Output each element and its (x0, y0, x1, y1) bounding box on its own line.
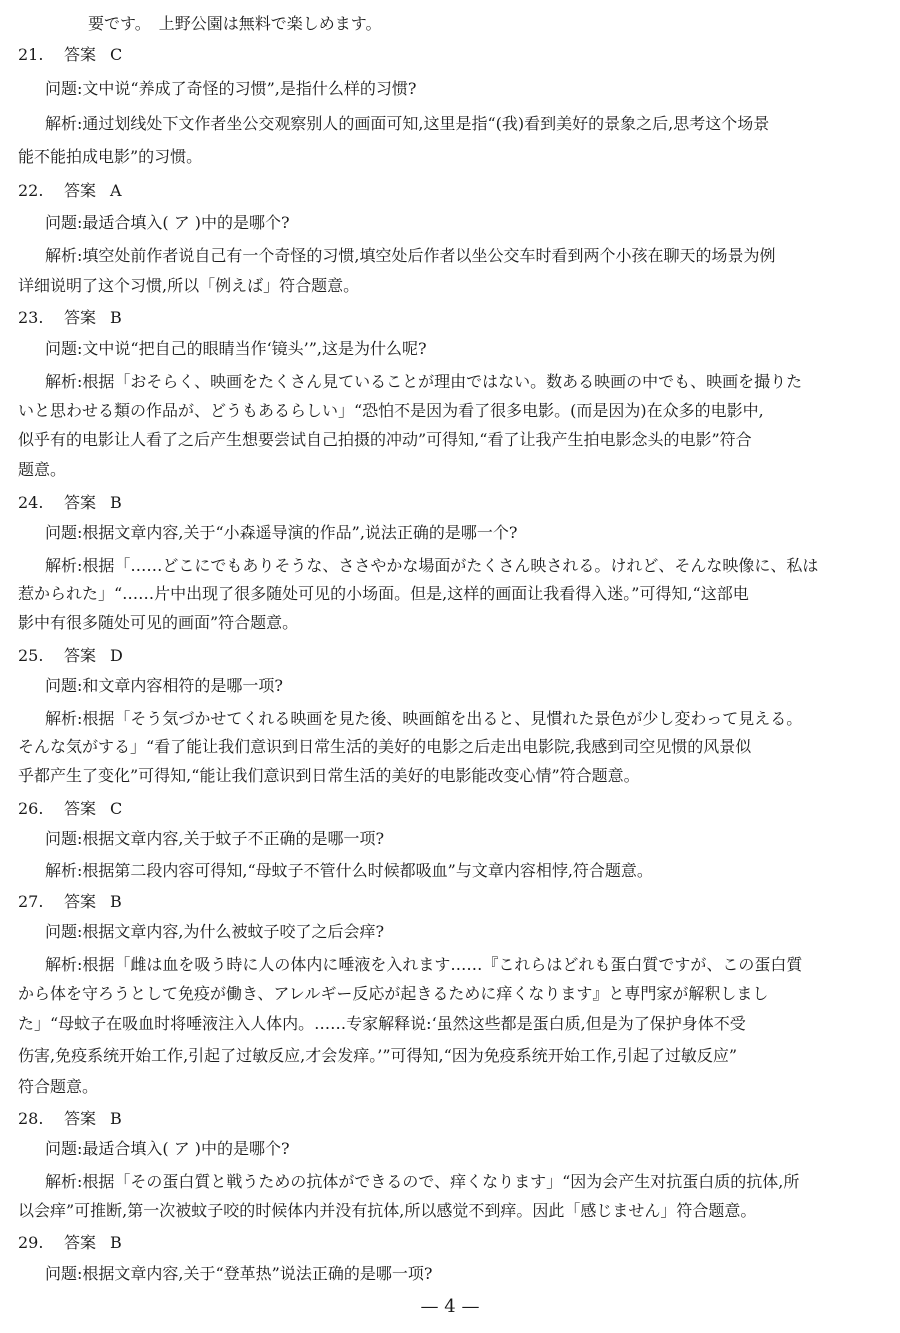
question-number: 27. (18, 892, 44, 911)
answer-letter: B (110, 1109, 122, 1128)
analysis-line: た」“母蚊子在吸血时将唾液注入人体内。……专家解释说:‘虽然这些都是蛋白质,但是为了保护身体不受 (18, 1014, 746, 1033)
question-line-22: 问题:最适合填入( ア )中的是哪个? (45, 213, 290, 232)
analysis-line: 似乎有的电影让人看了之后产生想要尝试自己拍摄的冲动”可得知,“看了让我产生拍电影念头的电影”符合 (18, 430, 752, 449)
analysis-line: 解析:根据「そう気づかせてくれる映画を見た後、映画館を出ると、見慣れた景色が少し変わって見える。 (45, 709, 803, 728)
answer-label: 答案 (64, 45, 97, 64)
page-number: — 4 — (420, 1296, 480, 1317)
analysis-line: 解析:通过划线处下文作者坐公交观察别人的画面可知,这里是指“(我)看到美好的景象之后,思考这个场景 (45, 114, 770, 133)
answer-line-26 (18, 799, 900, 819)
analysis-line: 解析:根据「雌は血を吸う時に人の体内に唾液を入れます……『これらはどれも蛋白質ですが、この蛋白質 (45, 955, 803, 974)
question-number: 23. (18, 308, 44, 327)
analysis-line: 以会痒”可推断,第一次被蚊子咬的时候体内并没有抗体,所以感觉不到痒。因此「感じません」符合题意。 (18, 1201, 757, 1220)
question-line-27: 问题:根据文章内容,为什么被蚊子咬了之后会痒? (45, 922, 385, 941)
answer-letter: B (110, 1233, 122, 1252)
answer-label: 答案 (64, 892, 97, 911)
question-number: 28. (18, 1109, 44, 1128)
analysis-line: 解析:填空处前作者说自己有一个奇怪的习惯,填空处后作者以坐公交车时看到两个小孩在聊天的场景为例 (45, 246, 776, 265)
analysis-line: 解析:根据「……どこにでもありそうな、ささやかな場面がたくさん映される。けれど、そんな映像に、私は (45, 556, 819, 575)
answer-letter: C (110, 45, 123, 64)
answer-label: 答案 (64, 1109, 97, 1128)
analysis-line: 解析:根据第二段内容可得知,“母蚊子不管什么时候都吸血”与文章内容相悖,符合题意。 (45, 861, 653, 880)
question-number: 22. (18, 181, 44, 200)
analysis-line: 乎都产生了变化”可得知,“能让我们意识到日常生活的美好的电影能改变心情”符合题意。 (18, 766, 640, 785)
answer-line-24 (18, 493, 900, 513)
analysis-line: 符合题意。 (18, 1077, 99, 1096)
answer-line-22 (18, 181, 900, 201)
answer-letter: A (110, 181, 122, 200)
analysis-line: そんな気がする」“看了能让我们意识到日常生活的美好的电影之后走出电影院,我感到司空见惯的风景似 (18, 737, 752, 756)
answer-label: 答案 (64, 646, 97, 665)
answer-label: 答案 (64, 799, 97, 818)
analysis-line: 解析:根据「おそらく、映画をたくさん見ていることが理由ではない。数ある映画の中でも、映画を撮りた (45, 372, 803, 391)
answer-letter: C (110, 799, 123, 818)
analysis-line: から体を守ろうとして免疫が働き、アレルギー反応が起きるために痒くなります』と専門家が解釈しまし (18, 984, 769, 1003)
question-line-24: 问题:根据文章内容,关于“小森遥导演的作品”,说法正确的是哪一个? (45, 523, 518, 542)
answer-label: 答案 (64, 308, 97, 327)
question-line-29: 问题:根据文章内容,关于“登革热”说法正确的是哪一项? (45, 1264, 433, 1283)
answer-letter: B (110, 493, 122, 512)
analysis-line: 惹かられた」“……片中出现了很多随处可见的小场面。但是,这样的画面让我看得入迷。”可得知,“这部电 (18, 584, 749, 603)
analysis-line: 解析:根据「その蛋白質と戦うための抗体ができるので、痒くなります」“因为会产生对抗蛋白质的抗体,所 (45, 1172, 800, 1191)
analysis-line: 详细说明了这个习惯,所以「例えば」符合题意。 (18, 276, 360, 295)
question-number: 25. (18, 646, 44, 665)
answer-line-27 (18, 892, 900, 912)
analysis-line: 影中有很多随处可见的画面”符合题意。 (18, 613, 299, 632)
question-number: 26. (18, 799, 44, 818)
question-number: 24. (18, 493, 44, 512)
answer-label: 答案 (64, 493, 97, 512)
answer-line-28 (18, 1109, 900, 1129)
question-line-23: 问题:文中说“把自己的眼睛当作‘镜头’”,这是为什么呢? (45, 339, 427, 358)
question-line-26: 问题:根据文章内容,关于蚊子不正确的是哪一项? (45, 829, 385, 848)
answer-letter: D (110, 646, 123, 665)
analysis-line: 伤害,免疫系统开始工作,引起了过敏反应,才会发痒。’”可得知,“因为免疫系统开始工作,引起了过敏反应” (18, 1046, 738, 1065)
question-number: 21. (18, 45, 44, 64)
question-line-21: 问题:文中说“养成了奇怪的习惯”,是指什么样的习惯? (45, 79, 417, 98)
analysis-line: 能不能拍成电影”的习惯。 (18, 147, 203, 166)
question-line-25: 问题:和文章内容相符的是哪一项? (45, 676, 283, 695)
analysis-line: 题意。 (18, 460, 67, 479)
answer-line-29 (18, 1233, 900, 1253)
answer-line-25 (18, 646, 900, 666)
answer-label: 答案 (64, 1233, 97, 1252)
answer-line-23 (18, 308, 900, 328)
intro-line: 要です。 上野公園は無料で楽しめます。 (88, 14, 382, 33)
question-line-28: 问题:最适合填入( ア )中的是哪个? (45, 1139, 290, 1158)
answer-line-21 (18, 45, 900, 65)
question-number: 29. (18, 1233, 44, 1252)
answer-label: 答案 (64, 181, 97, 200)
answer-letter: B (110, 308, 122, 327)
answer-letter: B (110, 892, 122, 911)
analysis-line: いと思わせる類の作品が、どうもあるらしい」“恐怕不是因为看了很多电影。(而是因为)在众多的电影中, (18, 401, 764, 420)
